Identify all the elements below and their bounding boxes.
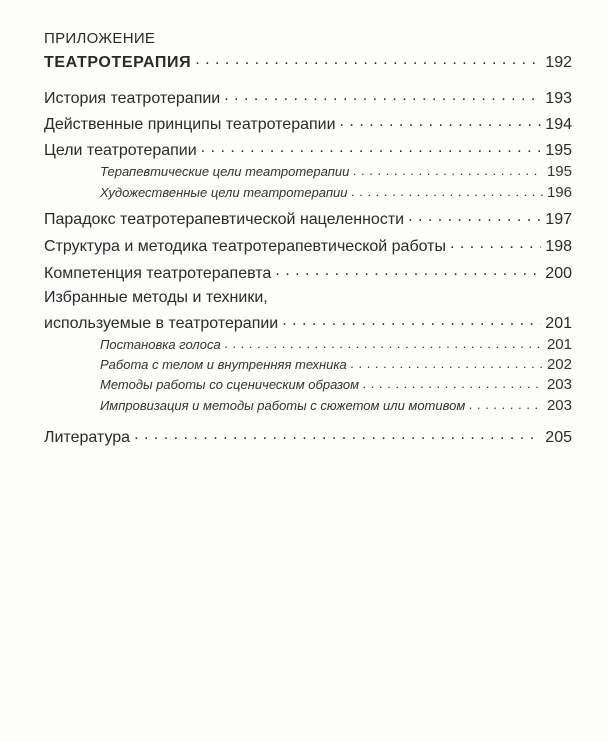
toc-entry-page: 203 (546, 376, 572, 393)
toc-entry-title: Постановка голоса (100, 337, 221, 352)
toc-entry-page: 198 (545, 238, 572, 255)
dot-leader (469, 397, 543, 410)
toc-entry-title: Компетенция театротерапевта (44, 265, 272, 282)
toc-entry-page: 203 (546, 397, 572, 414)
toc-entry-title: Структура и методика театротерапевтической работы (44, 238, 446, 255)
toc-entry-page: 205 (545, 429, 572, 446)
toc-subentry (0, 163, 608, 180)
toc-entry-page: 202 (546, 356, 572, 373)
toc-entry-title: Импровизация и методы работы с сюжетом или мотивом (100, 398, 466, 413)
toc-entry-title: Методы работы со сценическим образом (100, 377, 360, 392)
dot-leader (352, 184, 543, 197)
dot-leader (224, 87, 541, 103)
dot-leader (275, 262, 541, 278)
toc-subentry (0, 336, 608, 353)
dot-leader (351, 356, 543, 369)
toc-entry-title: используемые в театротерапии (44, 315, 279, 332)
toc-entry-title: Цели театротерапии (44, 142, 197, 159)
toc-entry-page: 194 (545, 116, 572, 133)
toc-entry-title: Работа с телом и внутренняя техника (100, 357, 347, 372)
toc-entry-page: 193 (545, 90, 572, 107)
toc-entry-title: История театротерапии (44, 90, 221, 107)
toc-subentry (0, 376, 608, 393)
toc-entry (0, 262, 608, 283)
appendix-label: ПРИЛОЖЕНИЕ (44, 30, 156, 47)
toc-entry-title-line1: Избранные методы и техники, (44, 289, 268, 306)
toc-entry-page: 196 (546, 184, 572, 201)
toc-subentry (0, 184, 608, 201)
toc-entry (0, 87, 608, 108)
toc-subentry (0, 397, 608, 414)
toc-entry-title: Художественные цели театротерапии (100, 185, 348, 200)
dot-leader (363, 376, 543, 389)
toc-subentry (0, 356, 608, 373)
toc-entry (0, 139, 608, 160)
toc-entry-page: 201 (546, 336, 572, 353)
dot-leader (225, 336, 543, 349)
dot-leader (282, 312, 541, 328)
toc-entry-page: 201 (545, 315, 572, 332)
dot-leader (450, 235, 541, 251)
toc-entry-title: Терапевтические цели театротерапии (100, 164, 350, 179)
dot-leader (408, 208, 541, 224)
toc-entry (0, 208, 608, 229)
toc-entry-title: Действенные принципы театротерапии (44, 116, 336, 133)
toc-entry-page: 195 (546, 163, 572, 180)
toc-entry-title: ТЕАТРОТЕРАПИЯ (44, 54, 192, 71)
dot-leader (195, 51, 541, 67)
toc-entry-main-title (0, 51, 608, 72)
toc-entry-page: 195 (545, 142, 572, 159)
toc-entry-title: Парадокс театротерапевтической нацеленности (44, 211, 405, 228)
toc-entry-page: 197 (545, 211, 572, 228)
dot-leader (353, 163, 543, 176)
dot-leader (134, 426, 541, 442)
toc-entry (0, 312, 608, 333)
toc-entry (0, 426, 608, 447)
toc-entry-page: 192 (545, 54, 572, 71)
toc-entry-page: 200 (545, 265, 572, 282)
dot-leader (340, 113, 542, 129)
toc-entry-title: Литература (44, 429, 131, 446)
toc-entry (0, 235, 608, 256)
toc-entry (0, 113, 608, 134)
dot-leader (201, 139, 542, 155)
